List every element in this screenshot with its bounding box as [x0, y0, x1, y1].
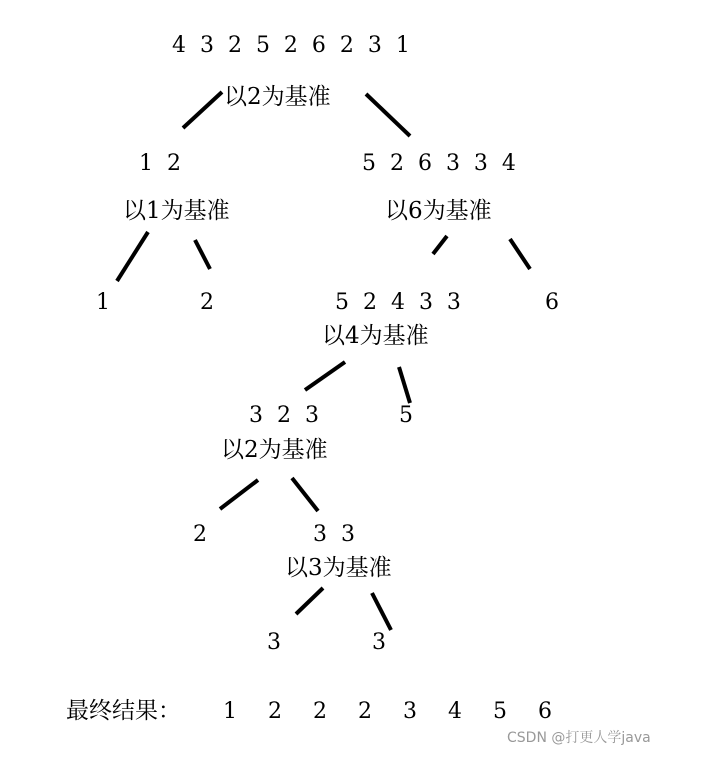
right3-pivot-label: 以2为基准: [221, 437, 328, 463]
right3-values: 3 2 3: [249, 403, 319, 428]
left1-pivot-label: 以1为基准: [123, 198, 230, 224]
left1-leaf-a: 1: [96, 290, 110, 315]
result-value: 2: [358, 699, 372, 724]
right4-values: 3 3: [313, 522, 355, 547]
watermark: CSDN @打更人学java: [507, 730, 651, 746]
edge-right2-b: [399, 367, 410, 403]
left1-values: 1 2: [139, 151, 181, 176]
edge-right2-a: [305, 362, 345, 390]
edge-right1-b: [510, 239, 530, 269]
right1-values: 5 2 6 3 3 4: [362, 151, 516, 176]
edge-right3-a: [220, 480, 258, 509]
result-value: 4: [448, 699, 462, 724]
result-value: 5: [493, 699, 507, 724]
edge-left1-b: [195, 240, 210, 269]
right4-pivot-label: 以3为基准: [285, 555, 392, 581]
left1-leaf-b: 2: [200, 290, 214, 315]
edge-right1-a: [433, 236, 447, 254]
result-value: 3: [403, 699, 417, 724]
result-label: 最终结果：: [66, 698, 181, 724]
root-values: 4 3 2 5 2 6 2 3 1: [172, 33, 410, 58]
root-pivot-label: 以2为基准: [224, 84, 331, 110]
edge-root-right: [366, 94, 410, 136]
right5-leaf-a: 3: [267, 630, 281, 655]
edge-root-left: [183, 92, 222, 128]
right4-leaf: 2: [193, 522, 207, 547]
right2-pivot-label: 以4为基准: [322, 323, 429, 349]
result-value: 1: [223, 699, 237, 724]
edge-right4-a: [296, 588, 323, 614]
right1-pivot-label: 以6为基准: [385, 198, 492, 224]
result-value: 6: [538, 699, 552, 724]
right5-leaf-b: 3: [372, 630, 386, 655]
right2-values: 5 2 4 3 3: [335, 290, 461, 315]
right2-leaf: 6: [545, 290, 559, 315]
edge-right4-b: [372, 593, 391, 630]
edge-left1-a: [117, 232, 148, 281]
result-value: 2: [313, 699, 327, 724]
edge-right3-b: [292, 478, 318, 511]
result-value: 2: [268, 699, 282, 724]
right3-leaf: 5: [399, 403, 413, 428]
